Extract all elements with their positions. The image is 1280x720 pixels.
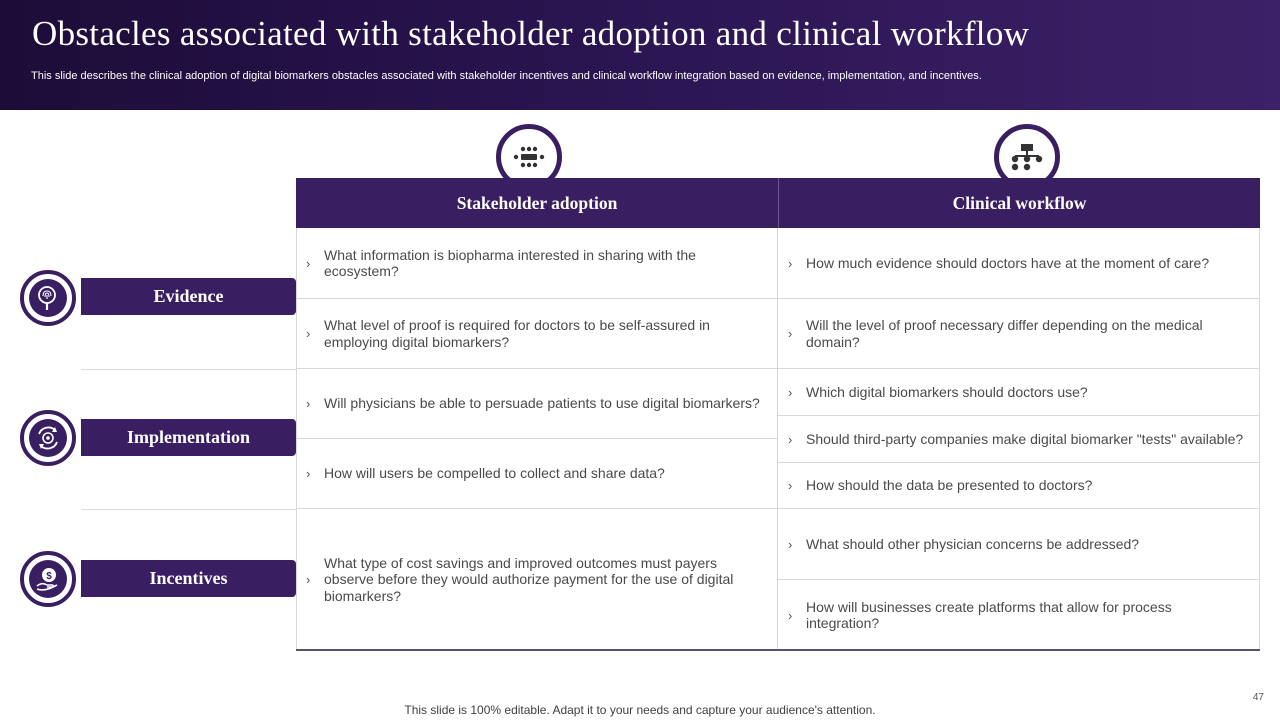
cell-text: What type of cost savings and improved outcomes must payers observe before they would authorize payment for the use of digital biomarkers? [324, 554, 734, 604]
workflow-cell [778, 369, 1260, 416]
stakeholder-cell [296, 369, 778, 439]
cell-text: How much evidence should doctors have at the moment of care? [806, 254, 1210, 271]
column-header-workflow: Clinical workflow [778, 178, 1260, 228]
chevron-right-icon: › [788, 431, 793, 447]
workflow-cell [778, 299, 1260, 369]
workflow-cell [778, 580, 1260, 651]
cell-text: Will the level of proof necessary differ depending on the medical domain? [806, 317, 1203, 350]
cell-text: Will physicians be able to persuade patients to use digital biomarkers? [324, 395, 760, 412]
slide-title: Obstacles associated with stakeholder adoption and clinical workflow [32, 14, 1030, 53]
footer-note: This slide is 100% editable. Adapt it to your needs and capture your audience's attention. [404, 703, 876, 717]
page-number: 47 [1252, 692, 1264, 703]
cell-text: What should other physician concerns be addressed? [806, 535, 1140, 552]
cell-text: How should the data be presented to doctors? [806, 477, 1093, 494]
workflow-cell [778, 509, 1260, 580]
row-label-evidence: Evidence [81, 278, 296, 315]
row-label-implementation: Implementation [81, 419, 296, 456]
obstacles-table [296, 178, 1260, 651]
workflow-cell [778, 416, 1260, 463]
dollar-hand-icon [20, 551, 76, 607]
workflow-cell [778, 228, 1260, 299]
chevron-right-icon: › [788, 607, 793, 623]
stakeholder-cell [296, 439, 778, 509]
row-label-incentives: Incentives [81, 560, 296, 597]
stakeholder-cell [296, 228, 778, 299]
chevron-right-icon: › [306, 466, 311, 481]
cell-text: How will businesses create platforms that allow for process integration? [806, 598, 1172, 631]
svg-text:$: $ [46, 571, 52, 582]
stakeholder-cell [296, 509, 778, 651]
slide-subtitle: This slide describes the clinical adoption of digital biomarkers obstacles associated with stakeholder incentives and clinical workflow integration based on evidence, implementation, and incentives. [31, 70, 982, 82]
column-header-stakeholder: Stakeholder adoption [296, 178, 778, 228]
cell-text: What information is biopharma interested in sharing with the ecosystem? [324, 246, 696, 279]
chevron-right-icon: › [788, 536, 793, 552]
cell-text: Which digital biomarkers should doctors use? [806, 383, 1088, 400]
fingerprint-search-icon [20, 270, 76, 326]
stakeholder-cell [296, 299, 778, 369]
chevron-right-icon: › [306, 255, 311, 271]
slide-header [0, 0, 1280, 110]
chevron-right-icon: › [788, 326, 793, 341]
table-bottom-rule [296, 649, 1260, 651]
gear-cycle-icon [20, 410, 76, 466]
cell-text: How will users be compelled to collect and share data? [324, 465, 665, 482]
chevron-right-icon: › [788, 255, 793, 271]
chevron-right-icon: › [788, 478, 793, 493]
chevron-right-icon: › [306, 326, 311, 341]
chevron-right-icon: › [788, 384, 793, 400]
chevron-right-icon: › [306, 396, 311, 411]
chevron-right-icon: › [306, 572, 311, 587]
workflow-cell [778, 463, 1260, 509]
cell-text: What level of proof is required for doctors to be self-assured in employing digital biomarkers? [324, 317, 710, 350]
cell-text: Should third-party companies make digital biomarker "tests" available? [806, 430, 1244, 447]
